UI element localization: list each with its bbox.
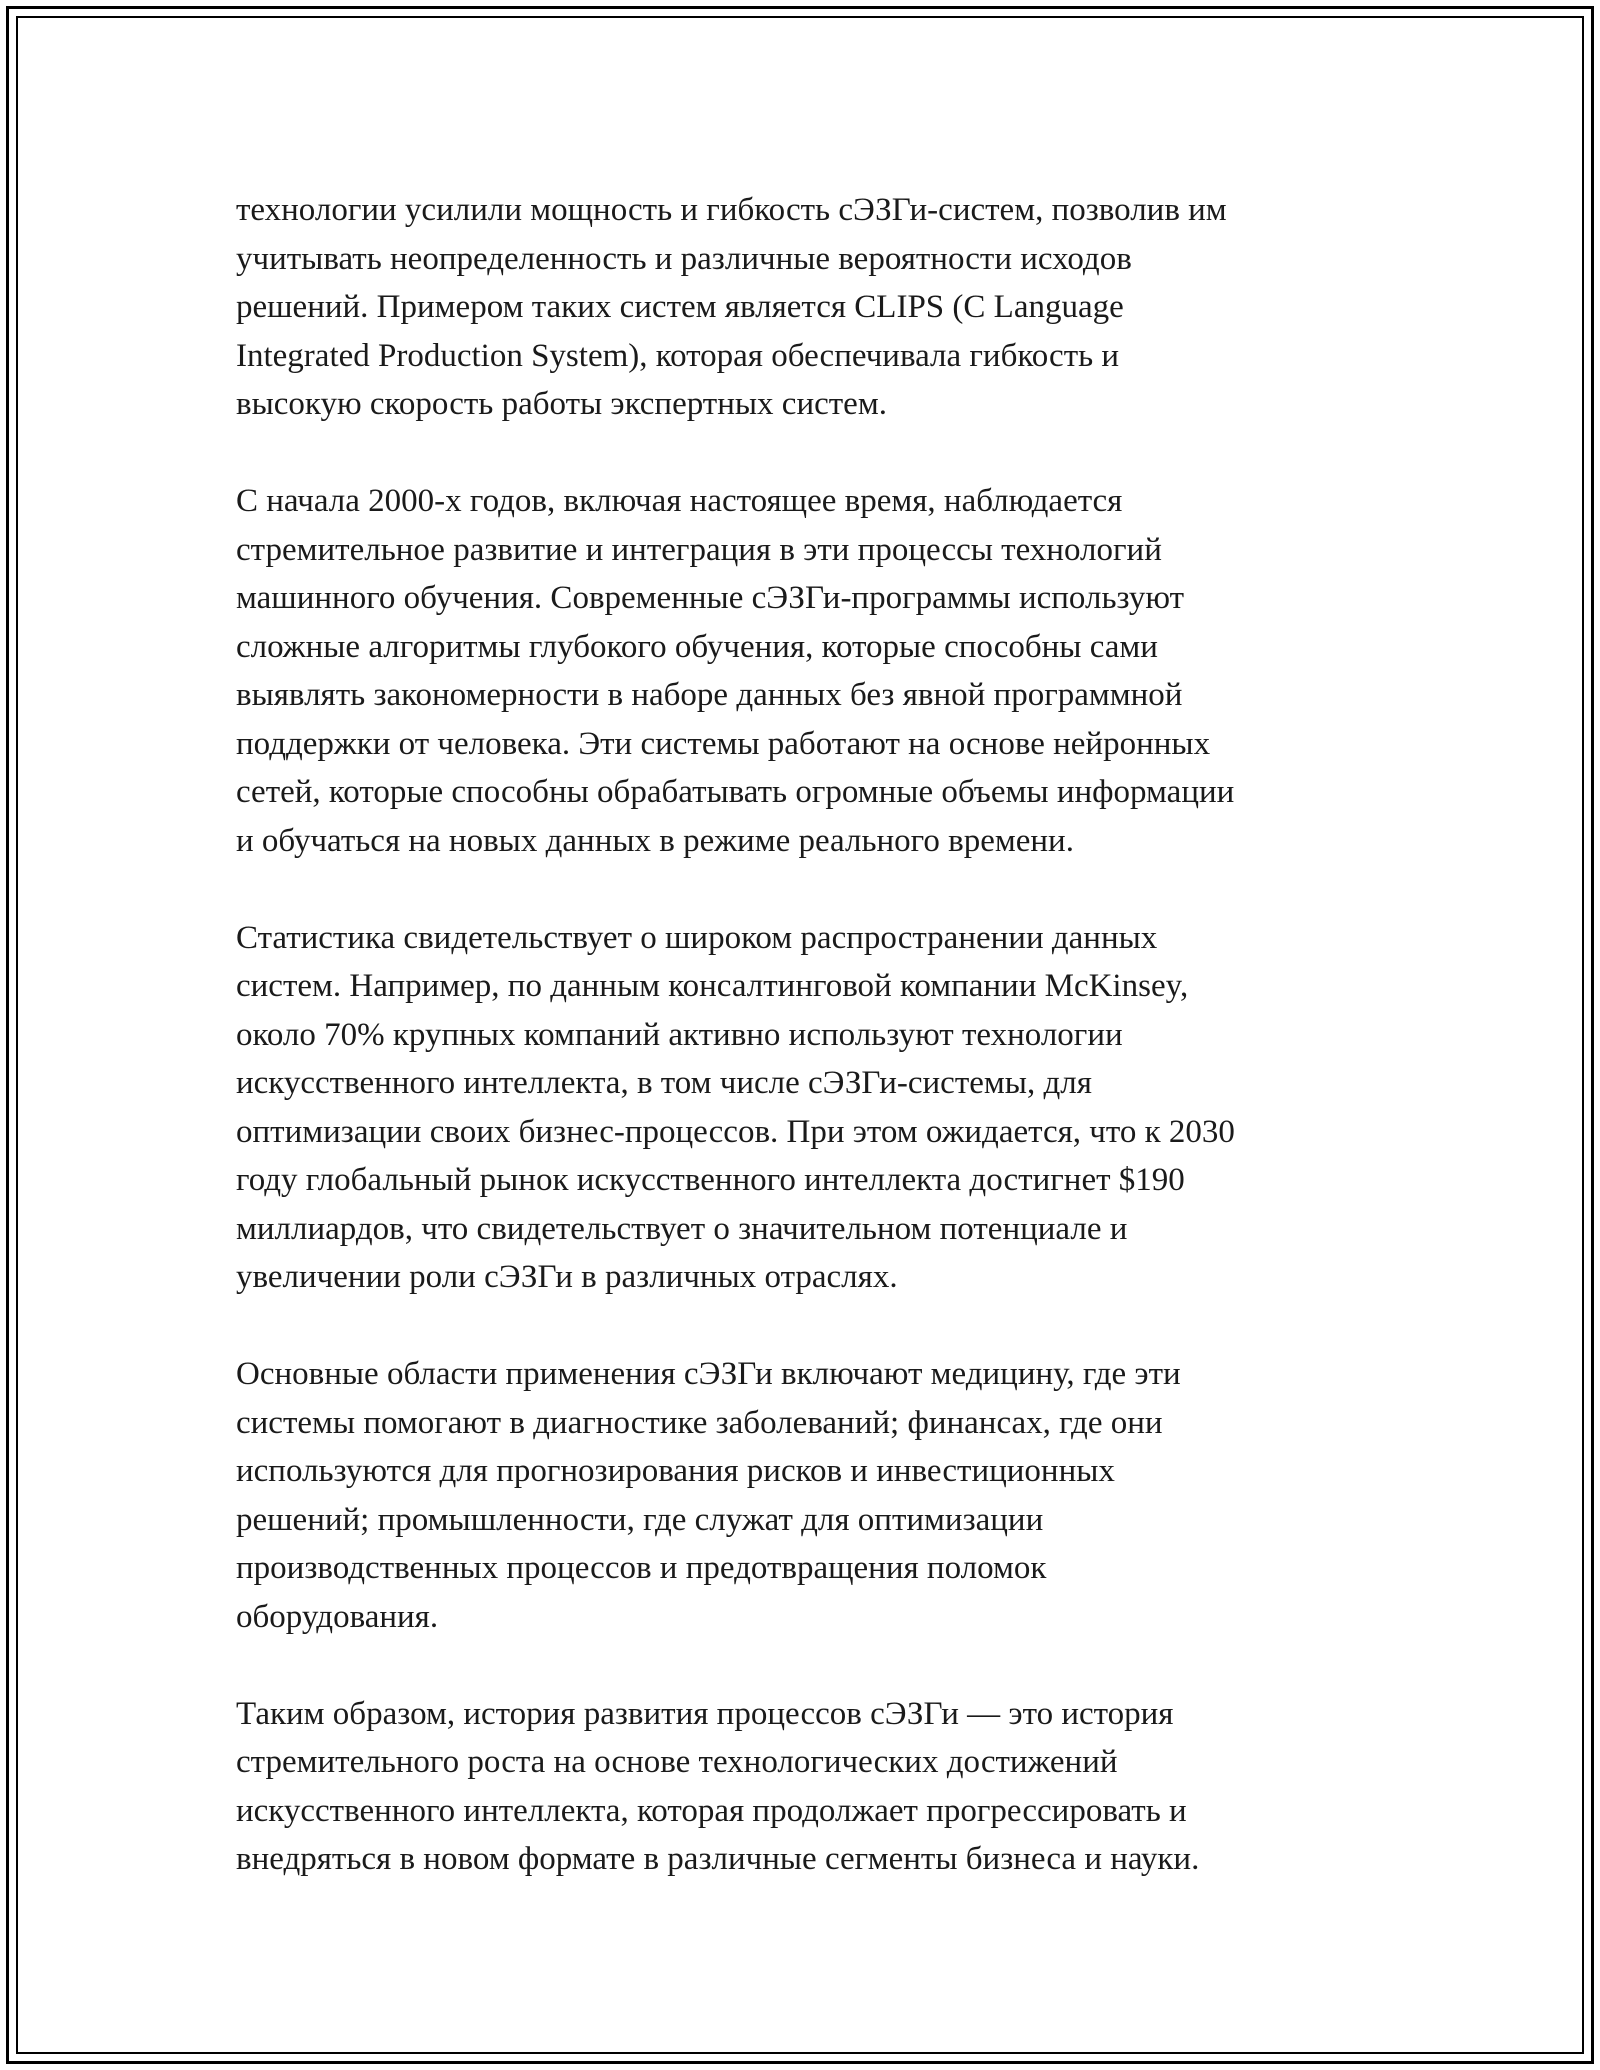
text-line: сложные алгоритмы глубокого обучения, которые способны сами xyxy=(236,628,1158,665)
paragraph-3 xyxy=(236,914,1386,1302)
paragraph-5 xyxy=(236,1690,1386,1884)
text-line: оборудования. xyxy=(236,1598,439,1635)
text-line: производственных процессов и предотвращения поломок xyxy=(236,1550,1047,1586)
text-line: оптимизации своих бизнес-процессов. При этом ожидается, что к 2030 xyxy=(236,1113,1235,1150)
text-line: используются для прогнозирования рисков и инвестиционных xyxy=(236,1453,1115,1489)
text-line: миллиардов, что свидетельствует о значительном потенциале и xyxy=(236,1210,1128,1247)
text-line: решений; промышленности, где служат для оптимизации xyxy=(236,1501,1044,1538)
text-line: искусственного интеллекта, в том числе сЭЗГи-системы, для xyxy=(236,1065,1092,1101)
text-line: году глобальный рынок искусственного интеллекта достигнет $190 xyxy=(236,1162,1185,1198)
paragraph-1 xyxy=(236,186,1386,429)
text-line: около 70% крупных компаний активно используют технологии xyxy=(236,1016,1123,1053)
text-line: С начала 2000-х годов, включая настоящее время, наблюдается xyxy=(236,483,1123,519)
text-line: систем. Например, по данным консалтинговой компании McKinsey, xyxy=(236,968,1189,1004)
text-line: внедряться в новом формате в различные сегменты бизнеса и науки. xyxy=(236,1841,1200,1877)
text-line: поддержки от человека. Эти системы работают на основе нейронных xyxy=(236,725,1211,762)
text-line: высокую скорость работы экспертных систем. xyxy=(236,386,887,422)
paragraph-4 xyxy=(236,1350,1386,1641)
paragraph-2 xyxy=(236,477,1386,865)
text-line: Статистика свидетельствует о широком распространении данных xyxy=(236,919,1158,956)
text-line: системы помогают в диагностике заболеваний; финансах, где они xyxy=(236,1404,1163,1441)
text-line: выявлять закономерности в наборе данных без явной программной xyxy=(236,677,1183,713)
text-line: увеличении роли сЭЗГи в различных отраслях. xyxy=(236,1259,898,1295)
text-line: сетей, которые способны обрабатывать огромные объемы информации xyxy=(236,774,1235,810)
text-line: Таким образом, история развития процессов сЭЗГи — это история xyxy=(236,1695,1174,1732)
text-line: решений. Примером таких систем является CLIPS (C Language xyxy=(236,289,1124,325)
text-line: стремительного роста на основе технологических достижений xyxy=(236,1744,1118,1780)
document-body xyxy=(236,186,1386,1932)
text-line: и обучаться на новых данных в режиме реального времени. xyxy=(236,822,1074,859)
text-line: учитывать неопределенность и различные вероятности исходов xyxy=(236,240,1132,277)
text-line: технологии усилили мощность и гибкость сЭЗГи-систем, позволив им xyxy=(236,192,1227,228)
text-line: стремительное развитие и интеграция в эти процессы технологий xyxy=(236,531,1162,568)
text-line: Integrated Production System), которая обеспечивала гибкость и xyxy=(236,337,1120,374)
text-line: искусственного интеллекта, которая продолжает прогрессировать и xyxy=(236,1792,1187,1829)
text-line: машинного обучения. Современные сЭЗГи-программы используют xyxy=(236,580,1184,616)
text-line: Основные области применения сЭЗГи включают медицину, где эти xyxy=(236,1356,1181,1392)
